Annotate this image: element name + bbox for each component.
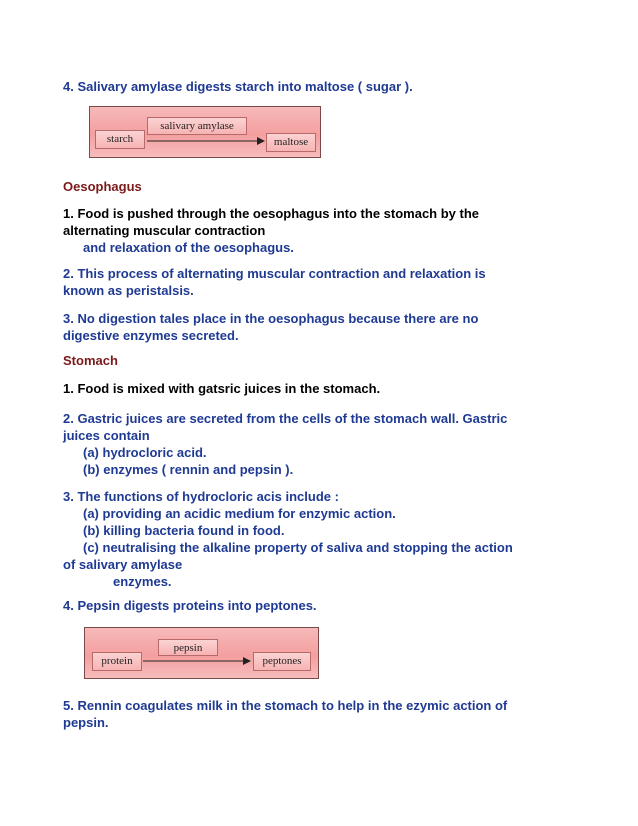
amylase-diagram bbox=[89, 106, 321, 158]
oesophagus-point-3: 3. No digestion tales place in the oesophagus because there are no digestive enzymes secreted. bbox=[63, 311, 479, 343]
stomach-point-5: 5. Rennin coagulates milk in the stomach to help in the ezymic action of pepsin. bbox=[63, 698, 508, 730]
oesophagus-point-2: 2. This process of alternating muscular contraction and relaxation is known as peristalsis. bbox=[63, 266, 486, 298]
amylase-statement: 4. Salivary amylase digests starch into maltose ( sugar ). bbox=[63, 79, 413, 94]
diagram-pepsin-label: pepsin bbox=[173, 642, 203, 654]
oesophagus-point-1: 1. Food is pushed through the oesophagus into the stomach by the alternating muscular contraction and relaxation of the oesophagus. bbox=[63, 206, 480, 255]
diagram-maltose-box bbox=[266, 133, 316, 152]
diagram-arrow bbox=[147, 135, 265, 147]
diagram-enzyme-label: salivary amylase bbox=[160, 120, 234, 132]
stomach-point-3: 3. The functions of hydrocloric acis include : (a) providing an acidic medium for enzymic action. (b) killing bacteria found in food. (c) neutralising the alkaline property of saliva and stopping the action of salivary amylase enzymes. bbox=[63, 489, 513, 589]
stomach-point-4: 4. Pepsin digests proteins into peptones. bbox=[63, 598, 317, 613]
diagram-maltose-label: maltose bbox=[273, 136, 309, 148]
diagram-starch-box bbox=[95, 130, 145, 149]
diagram-enzyme-box bbox=[147, 117, 247, 135]
stomach-heading: Stomach bbox=[63, 353, 118, 368]
diagram-arrow-2 bbox=[143, 655, 251, 667]
stomach-point-1: 1. Food is mixed with gatsric juices in the stomach. bbox=[63, 381, 381, 396]
diagram-pepsin-box bbox=[158, 639, 218, 656]
diagram-peptones-label: peptones bbox=[262, 655, 302, 667]
diagram-peptones-box bbox=[253, 652, 311, 671]
diagram-protein-label: protein bbox=[101, 655, 133, 667]
diagram-starch-label: starch bbox=[106, 133, 134, 145]
stomach-point-2: 2. Gastric juices are secreted from the cells of the stomach wall. Gastric juices contain (a) hydrocloric acid. (b) enzymes ( rennin and pepsin ). bbox=[63, 411, 508, 477]
pepsin-diagram bbox=[84, 627, 319, 679]
diagram-protein-box bbox=[92, 652, 142, 671]
oesophagus-heading: Oesophagus bbox=[63, 179, 142, 194]
